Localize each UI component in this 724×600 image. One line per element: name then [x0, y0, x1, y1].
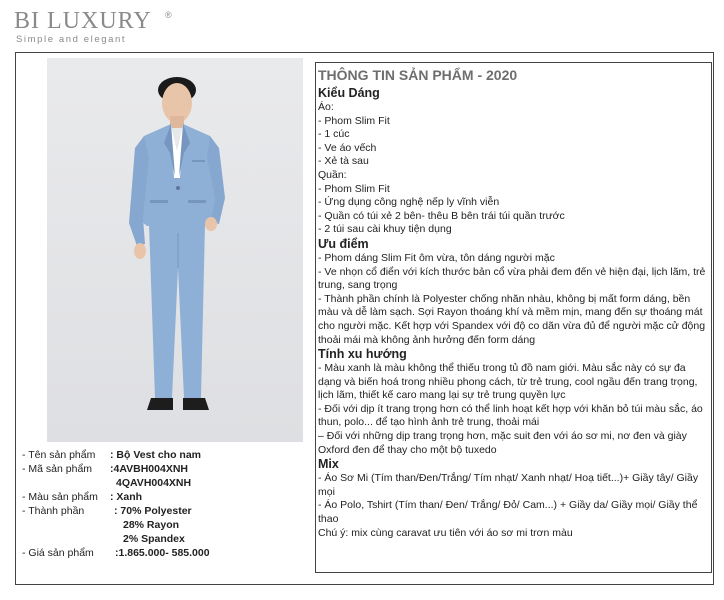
section-heading-trend: Tính xu hướng [318, 347, 407, 362]
spec-value: 28% Rayon [123, 519, 180, 531]
brand-tagline: Simple and elegant [16, 34, 127, 45]
spec-label: - Mã sản phẩm [22, 463, 93, 475]
spec-label: - Tên sản phẩm [22, 449, 96, 461]
info-line: - Đối với dịp ít trang trọng hơn có thể linh hoạt kết hợp với khăn bỏ túi màu sắc, áo thun, polo... để tạo hình ảnh trẻ trung, thoải mái [318, 402, 703, 429]
product-photo [47, 58, 303, 442]
registered-mark: ® [165, 10, 172, 20]
info-line: - Phom dáng Slim Fit ôm vừa, tôn dáng người mặc [318, 251, 555, 264]
brand-name: BI LUXURY [14, 8, 152, 34]
brand-logo [14, 8, 172, 45]
spec-label: - Màu sản phẩm [22, 491, 98, 503]
info-line: - Ve nhọn cổ điển với kích thước bản cổ vừa phải đem đến vẻ hiện đại, lịch lãm, trẻ trung, sang trọng [318, 265, 706, 292]
info-line: - Phom Slim Fit [318, 182, 390, 195]
info-line: - Áo Sơ Mi (Tím than/Đen/Trắng/ Tím nhạt/ Xanh nhạt/ Hoạ tiết...)+ Giầy tây/ Giầy mọi [318, 472, 699, 498]
spec-value: : Bộ Vest cho nam [110, 449, 202, 461]
spec-value: :1.865.000- 585.000 [115, 547, 210, 559]
info-line: – Đối với những dịp trang trọng hơn, mặc suit đen với áo sơ mi, nơ đen và giày Oxford đen để thay cho một bộ tuxedo [318, 430, 687, 456]
info-line: Chú ý: mix cùng caravat ưu tiên với áo sơ mi trơn màu [318, 526, 573, 539]
spec-value: 2% Spandex [123, 533, 185, 545]
section-heading-mix: Mix [318, 457, 339, 472]
spec-value: 4QAVH004XNH [116, 477, 192, 489]
info-line: - 1 cúc [318, 128, 350, 141]
info-line: - Thành phần chính là Polyester chống nhăn nhàu, không bị mất form dáng, bền màu và dễ làm sạch. Sợi Rayon thoáng khí và mềm mịn, mang đến sự thoáng mát cho người mặc. Kết hợp với Spandex với độ co dãn vừa đủ để người mặc cử động thoải mái mà không ảnh hưởng đến form dáng [318, 292, 706, 346]
info-line: Áo: [318, 101, 334, 113]
info-title: THÔNG TIN SẢN PHẨM - 2020 [318, 67, 518, 83]
model-illustration [47, 58, 303, 442]
spec-label: - Thành phần [22, 505, 85, 517]
spec-value: :4AVBH004XNH [110, 463, 188, 475]
info-line: - Áo Polo, Tshirt (Tím than/ Đen/ Trắng/ Đỏ/ Cam...) + Giầy da/ Giầy mọi/ Giầy thể thao [318, 499, 698, 526]
product-info-box [315, 62, 712, 573]
section-heading-style: Kiểu Dáng [318, 86, 380, 100]
info-line: - Xẻ tà sau [318, 155, 369, 168]
section-heading-advantages: Ưu điểm [318, 236, 369, 251]
spec-value: : 70% Polyester [114, 505, 192, 517]
spec-label: - Giá sản phẩm [22, 547, 94, 559]
info-line: - Ve áo vếch [318, 141, 377, 154]
info-line: - 2 túi sau cài khuy tiện dụng [318, 223, 452, 236]
info-line: Quần: [318, 168, 347, 181]
info-line: - Quần có túi xẻ 2 bên- thêu B bên trái túi quần trước [318, 209, 565, 222]
info-line: - Phom Slim Fit [318, 114, 390, 127]
spec-value: : Xanh [110, 491, 143, 503]
info-line: - Ứng dụng công nghệ nếp ly vĩnh viễn [318, 196, 500, 209]
info-line: - Màu xanh là màu không thể thiếu trong tủ đồ nam giới. Màu sắc này có sự đa dạng và biến hoá trong nhiều phong cách, từ trẻ trung, cool ngầu đến trang trọng, lịch lãm, thiết kế caro mang lại sự trẻ trung quyền lực [318, 362, 698, 402]
